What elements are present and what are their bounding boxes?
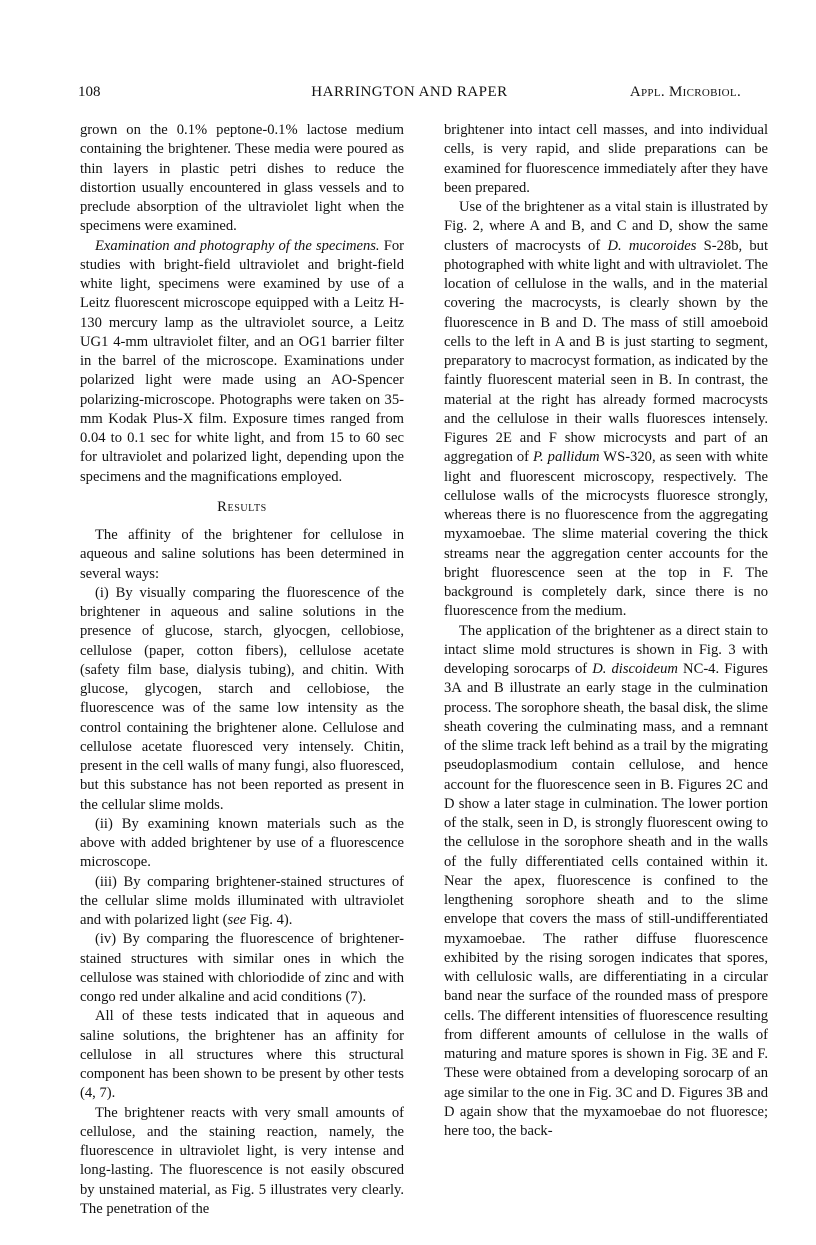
paragraph-examination	[80, 237, 404, 487]
text-run: Fig. 4).	[246, 912, 293, 928]
paragraph-vital-stain	[444, 198, 768, 622]
paragraph-test-iv: (iv) By comparing the fluorescence of brightener-stained structures with similar ones in which the cellulose was stained with chloriodide of zinc and with congo red under alkaline and acid conditions (7).	[80, 931, 404, 1005]
paragraph-test-i: (i) By visually comparing the fluorescence of the brightener in aqueous and saline solutions in the presence of glucose, starch, glyocgen, cellobiose, cellulose (paper, cotton fibers), cellulose acetate (safety film base, dialysis tubing), and chitin. With glucose, glycogen, starch and cellobiose, the fluorescence was of the same low intensity as the control containing the brightener alone. Cellulose and cellulose acetate fluoresced very intensely. Chitin, present in the cell walls of many fungi, also fluoresced, but this substance has not been reported as present in the cellular slime molds.	[80, 584, 404, 813]
species-name: P. pallidum	[533, 449, 600, 466]
text-run: Use of the brightener as a vital stain is illustrated by Fig. 2, where A and B, and C and D, show the same clusters of macrocysts of	[444, 199, 768, 254]
paragraph-reaction: The brightener reacts with very small amounts of cellulose, and the staining reaction, namely, the fluorescence in ultraviolet light, is very intense and long-lasting. The fluorescence is not easily obscured by unstained material, as Fig. 5 illustrates very clearly. The penetration of the	[80, 1104, 404, 1217]
paragraph-title: Examination and photography of the specimens.	[95, 237, 380, 254]
species-name: D. mucoroides	[607, 237, 697, 254]
paragraph-media: grown on the 0.1% peptone-0.1% lactose medium containing the brightener. These media were poured as thin layers in plastic petri dishes to reduce the distortion usually encountered in glass vessels and to preclude absorption of the ultraviolet light when the specimens were examined.	[80, 122, 404, 235]
paragraph-test-iii	[80, 873, 404, 931]
species-name: D. discoideum	[592, 661, 678, 677]
text-run: S-28b, but photographed with white light and with ultraviolet. The location of cellulose in the walls, and in the material covering the macrocysts, is clearly shown by the fluorescence in B and D. The mass of still amoeboid cells to the left in A and B is just starting to segment, preparatory to macrocyst formation, as indicated by the faintly fluorescent material seen in B. In contrast, the material at the right has already formed macrocysts and the cellulose in their walls fluoresces intensely. Figures 2E and F show microcysts and part of an aggregation of	[444, 237, 769, 466]
right-column	[444, 121, 768, 1141]
paragraph-direct-stain	[444, 622, 768, 1142]
running-title-authors: HARRINGTON AND RAPER	[311, 84, 508, 100]
left-column	[80, 121, 404, 1219]
section-heading-results: Results	[217, 498, 267, 515]
italic-see: see	[227, 912, 247, 928]
page-number: 108	[78, 84, 101, 100]
text-run: NC-4. Figures 3A and B illustrate an early stage in the culmination process. The sorophore sheath, the basal disk, the slime sheath covering the culminating mass, and a remnant of the slime track left behind as a trail by the migrating pseudoplasmodium contain cellulose, and hence account for the fluorescence seen in B. Figures 2C and D show a later stage in culmination. The lower portion of the stalk, seen in D, is strongly fluorescent owing to the cellulose in the sorophore sheath and in the walls of the fully differentiated cells contained within it. Near the apex, fluorescence is confined to the lengthening sorophore sheath and to the slime envelope that covers the mass of still-undifferentiated myxamoebae. The rather diffuse fluorescence exhibited by the rising sorogen indicates that spores, with cellulosic walls, are differentiating in a circular band near the surface of the rounded mass of prespore cells. The different intensities of fluorescence resulting from different amounts of cellulose in the walls of maturing and mature spores is shown in Fig. 3E and F. These were obtained from a developing sorocarp of an age similar to the one in Fig. 3C and D. Figures 3B and D again show that the myxamoebae do not fluoresce; here too, the back-	[444, 661, 768, 1139]
paragraph-conclusion: All of these tests indicated that in aqueous and saline solutions, the brightener has an affinity for cellulose in all structures where this structural component has been shown to be present by other tests (4, 7).	[80, 1008, 404, 1102]
text-run: (iii) By comparing brightener-stained structures of the cellular slime molds illuminated with ultraviolet and with polarized light (	[80, 873, 404, 928]
paragraph-penetration-cont: brightener into intact cell masses, and into individual cells, is very rapid, and slide preparations can be examined for fluorescence immediately after they have been prepared.	[444, 122, 768, 196]
text-run: WS-320, as seen with white light and fluorescent microscopy, respectively. The cellulose walls of the microcysts fluoresce strongly, whereas there is no fluorescence from the aggregating myxamoebae. The slime material covering the thick streams near the aggregation center accounts for the bright fluorescence seen at the top in F. The background is completely dark, since there is no fluorescence from the medium.	[444, 449, 768, 620]
paragraph-test-ii: (ii) By examining known materials such as the above with added brightener by use of a fluorescence microscope.	[80, 815, 404, 871]
text-run: The application of the brightener as a direct stain to intact slime mold structures is shown in Fig. 3 with developing sorocarps of	[444, 622, 768, 677]
paragraph-body: For studies with bright-field ultraviolet and bright-field white light, specimens were examined by use of a Leitz fluorescent microscope equipped with a Leitz H-130 mercury lamp as the ultraviolet source, a Leitz UG1 4-mm ultraviolet filter, and an OG1 barrier filter in the barrel of the microscope. Examinations under polarized light were made using an AO-Spencer polarizing-microscope. Photographs were taken on 35-mm Kodak Plus-X film. Exposure times ranged from 0.04 to 0.1 sec for white light, and from 15 to 60 sec for ultraviolet and polarized light, depending upon the specimens and the magnifications employed.	[80, 237, 405, 485]
journal-name: Appl. Microbiol.	[629, 84, 741, 100]
running-header	[78, 84, 741, 106]
paragraph-affinity: The affinity of the brightener for cellulose in aqueous and saline solutions has been determined in several ways:	[80, 527, 404, 582]
